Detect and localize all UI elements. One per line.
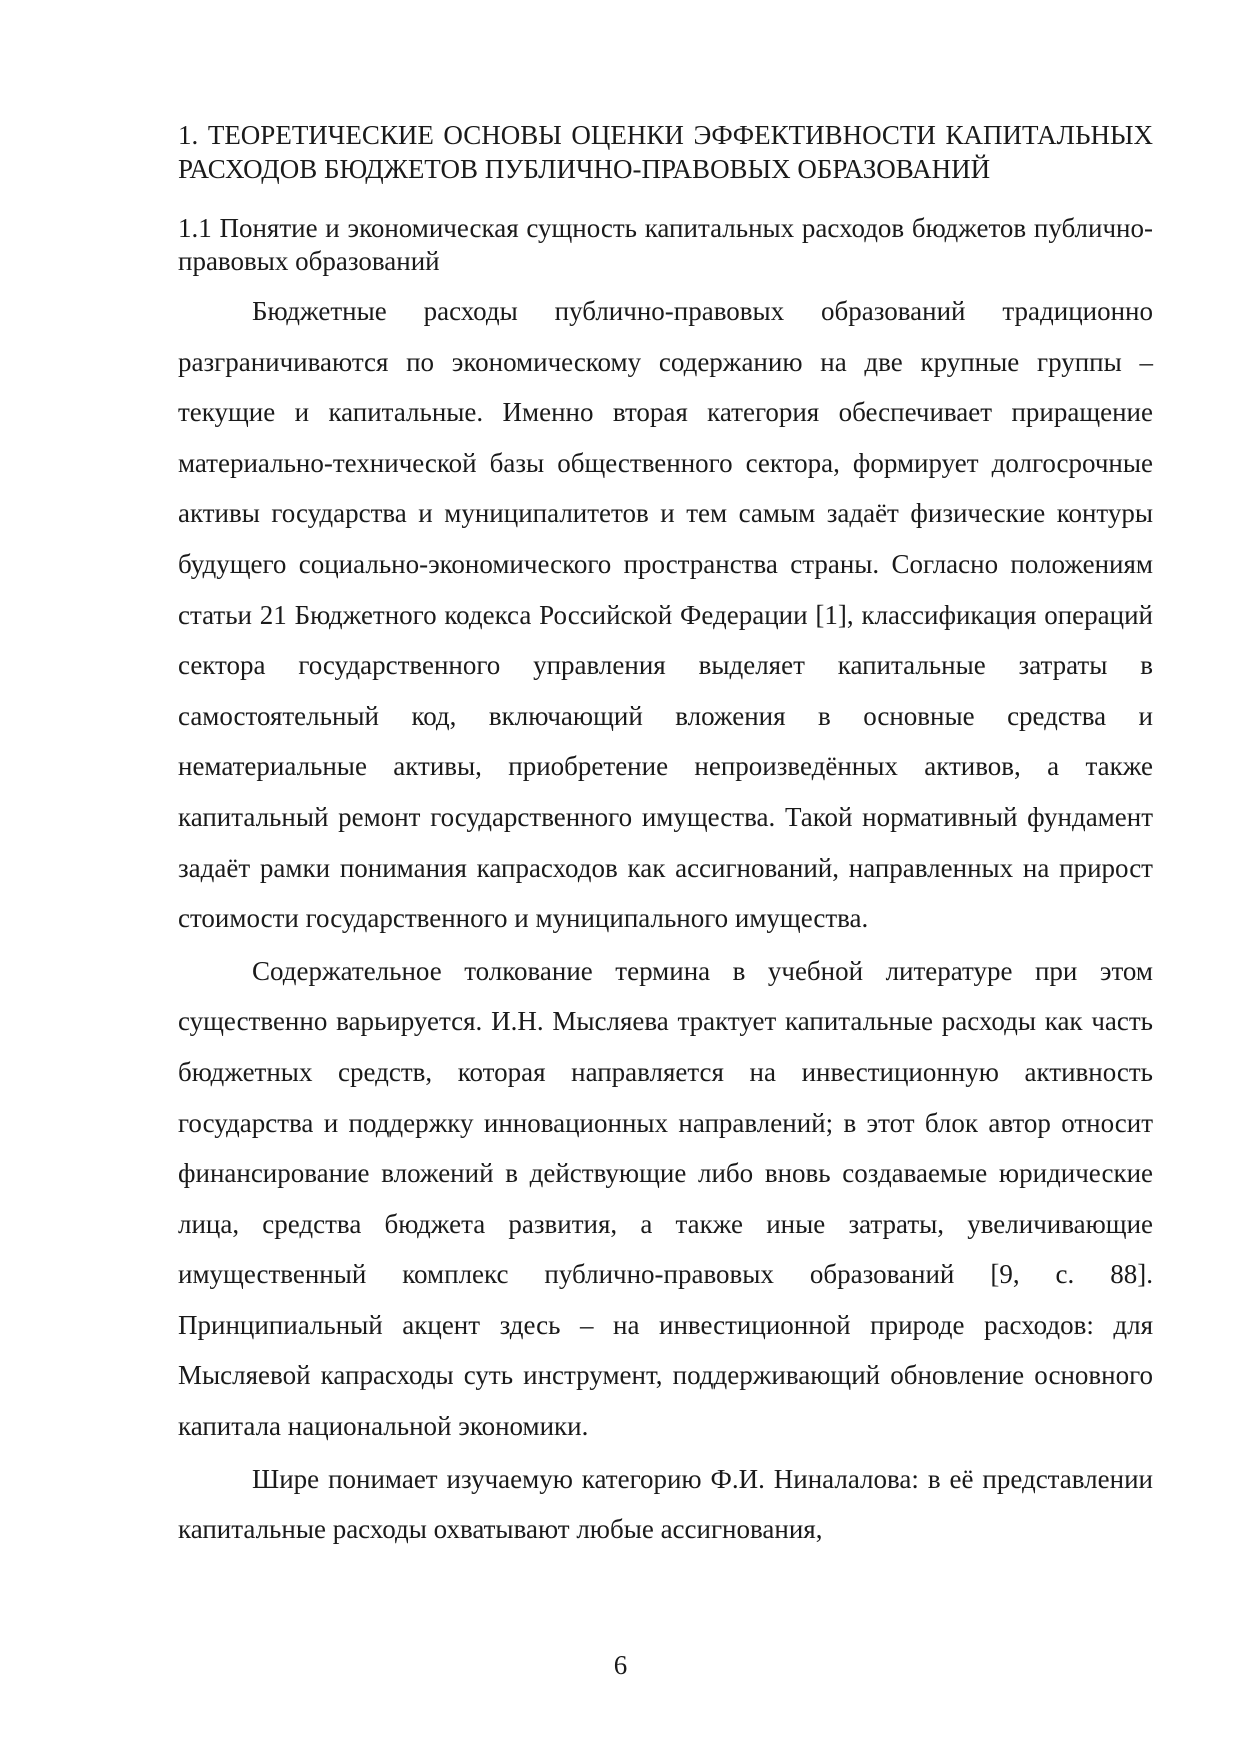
paragraph: Шире понимает изучаемую категорию Ф.И. Ниналалова: в её представлении капитальные расходы охватывают любые ассигнования, [178, 1463, 1153, 1545]
paragraph: Содержательное толкование термина в учебной литературе при этом существенно варьируется. И.Н. Мысляева трактует капитальные расходы как часть бюджетных средств, которая направляется на инвестиционную активность государства и поддержку инновационных направлений; в этот блок автор относит финансирование вложений в действующие либо вновь создаваемые юридические лица, средства бюджета развития, а также иные затраты, увеличивающие имущественный комплекс публично-правовых образований [9, с. 88]. Принципиальный акцент здесь – на инвестиционной природе расходов: для Мысляевой капрасходы суть инструмент, поддерживающий обновление основного капитала национальной экономики. [178, 955, 1153, 1442]
page-number: 6 [613, 1650, 628, 1680]
section-title: 1.1 Понятие и экономическая сущность капитальных расходов бюджетов публично-правовых образований [178, 213, 1153, 276]
document-page [178, 118, 1153, 1557]
paragraph: Бюджетные расходы публично-правовых образований традиционно разграничиваются по экономическому содержанию на две крупные группы – текущие и капитальные. Именно вторая категория обеспечивает приращение материально-технической базы общественного сектора, формирует долгосрочные активы государства и муниципалитетов и тем самым задаёт физические контуры будущего социально-экономического пространства страны. Согласно положениям статьи 21 Бюджетного кодекса Российской Федерации [1], классификация операций сектора государственного управления выделяет капитальные затраты в самостоятельный код, включающий вложения в основные средства и нематериальные активы, приобретение непроизведённых активов, а также капитальный ремонт государственного имущества. Такой нормативный фундамент задаёт рамки понимания капрасходов как ассигнований, направленных на прирост стоимости государственного и муниципального имущества. [178, 296, 1153, 934]
chapter-title: 1. ТЕОРЕТИЧЕСКИЕ ОСНОВЫ ОЦЕНКИ ЭФФЕКТИВНОСТИ КАПИТАЛЬНЫХ РАСХОДОВ БЮДЖЕТОВ ПУБЛИЧНО-ПРАВОВЫХ ОБРАЗОВАНИЙ [178, 120, 1153, 184]
